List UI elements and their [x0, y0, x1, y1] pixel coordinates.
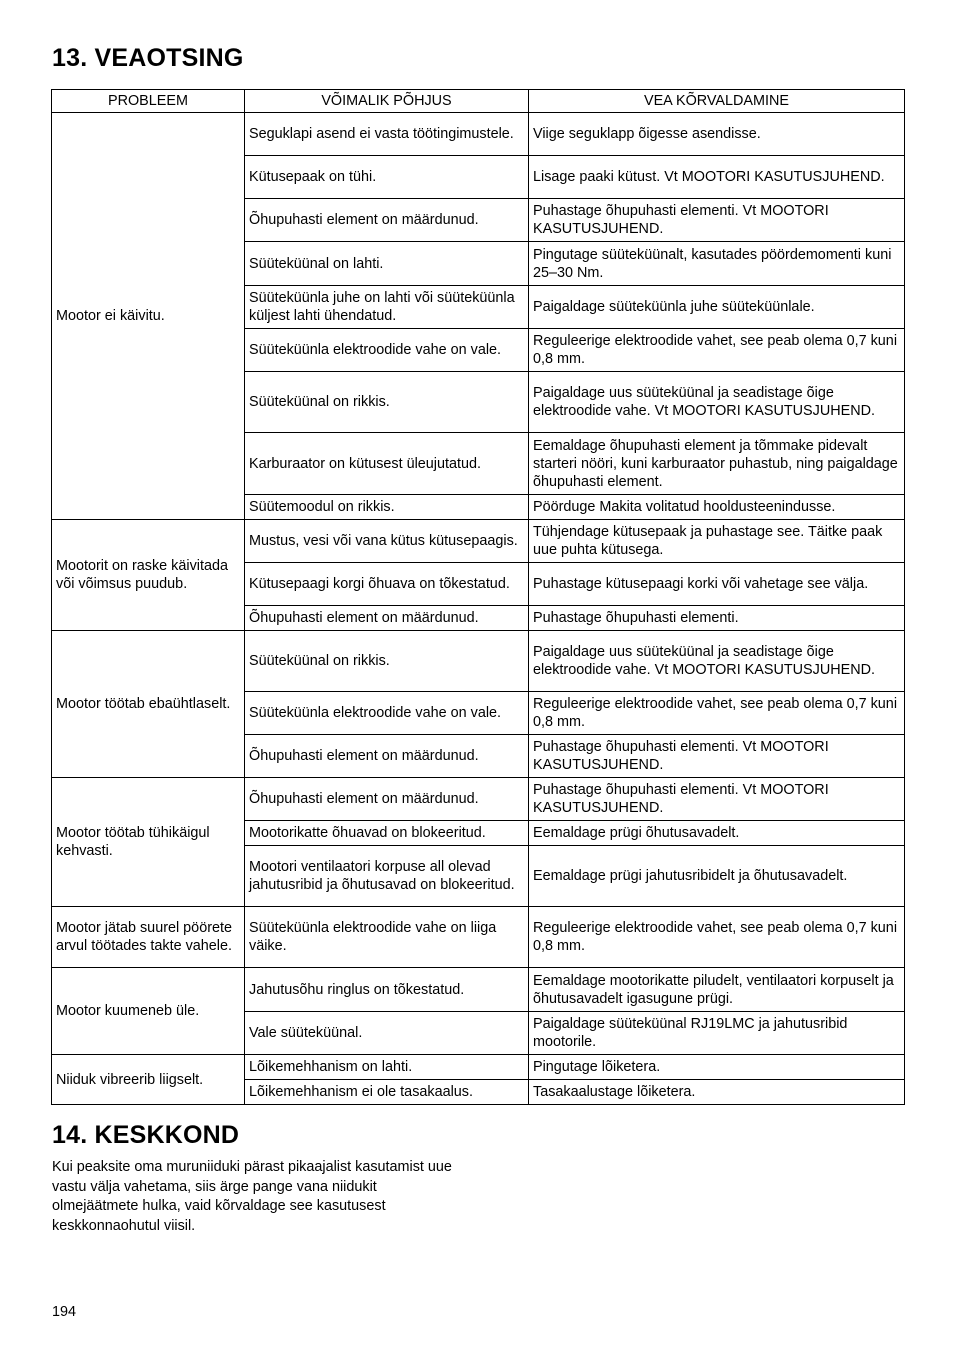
cause-cell: Süüteküünal on lahti.	[245, 242, 529, 286]
fix-cell: Eemaldage prügi õhutusavadelt.	[529, 821, 905, 846]
fix-cell: Puhastage õhupuhasti elementi. Vt MOOTORI KASUTUSJUHEND.	[529, 199, 905, 242]
cause-cell: Karburaator on kütusest üleujutatud.	[245, 433, 529, 495]
table-row	[52, 968, 905, 1012]
fix-cell: Tühjendage kütusepaak ja puhastage see. Täitke paak uue puhta kütusega.	[529, 520, 905, 563]
section-14-title	[52, 1120, 239, 1150]
section-13-title	[52, 43, 244, 73]
cause-cell: Õhupuhasti element on määrdunud.	[245, 778, 529, 821]
troubleshooting-table-body	[52, 113, 905, 1105]
problem-cell: Mootor kuumeneb üle.	[52, 968, 245, 1055]
cause-cell: Vale süüteküünal.	[245, 1012, 529, 1055]
page-number: 194	[52, 1304, 77, 1320]
header-problem: PROBLEEM	[52, 90, 245, 113]
cause-cell: Kütusepaak on tühi.	[245, 156, 529, 199]
cause-cell: Seguklapi asend ei vasta töötingimustele.	[245, 113, 529, 156]
fix-cell: Paigaldage uus süüteküünal ja seadistage õige elektroodide vahe. Vt MOOTORI KASUTUSJUHEND.	[529, 372, 905, 433]
fix-cell: Reguleerige elektroodide vahet, see peab olema 0,7 kuni 0,8 mm.	[529, 907, 905, 968]
problem-cell: Mootorit on raske käivitada või võimsus puudub.	[52, 520, 245, 631]
cause-cell: Lõikemehhanism ei ole tasakaalus.	[245, 1080, 529, 1105]
problem-cell: Niiduk vibreerib liigselt.	[52, 1055, 245, 1105]
fix-cell: Puhastage õhupuhasti elementi. Vt MOOTORI KASUTUSJUHEND.	[529, 735, 905, 778]
fix-cell: Reguleerige elektroodide vahet, see peab olema 0,7 kuni 0,8 mm.	[529, 329, 905, 372]
table-row	[52, 631, 905, 692]
fix-cell: Eemaldage prügi jahutusribidelt ja õhutusavadelt.	[529, 846, 905, 907]
cause-cell: Süüteküünla juhe on lahti või süüteküünla küljest lahti ühendatud.	[245, 286, 529, 329]
section-14-heading: KESKKOND	[94, 1121, 240, 1149]
section-14-number: 14.	[52, 1121, 88, 1149]
cause-cell: Lõikemehhanism on lahti.	[245, 1055, 529, 1080]
fix-cell: Puhastage õhupuhasti elementi.	[529, 606, 905, 631]
section-13-number: 13.	[52, 44, 88, 72]
cause-cell: Süüteküünal on rikkis.	[245, 372, 529, 433]
cause-cell: Süüteküünal on rikkis.	[245, 631, 529, 692]
fix-cell: Puhastage kütusepaagi korki või vahetage see välja.	[529, 563, 905, 606]
fix-cell: Lisage paaki kütust. Vt MOOTORI KASUTUSJUHEND.	[529, 156, 905, 199]
cause-cell: Mootori ventilaatori korpuse all olevad jahutusribid ja õhutusavad on blokeeritud.	[245, 846, 529, 907]
cause-cell: Õhupuhasti element on määrdunud.	[245, 606, 529, 631]
environment-paragraph: Kui peaksite oma muruniiduki pärast pikaajalist kasutamist uue vastu välja vahetama, siis ärge pange vana niidukit olmejäätmete hulka, vaid kõrvaldage see kasutusest keskkonnaohutul viisil.	[52, 1159, 452, 1234]
fix-cell: Eemaldage mootorikatte piludelt, ventilaatori korpuselt ja õhutusavadelt igasugune prügi.	[529, 968, 905, 1012]
cause-cell: Süüteküünla elektroodide vahe on vale.	[245, 329, 529, 372]
header-fix: VEA KÕRVALDAMINE	[529, 90, 905, 113]
table-row	[52, 113, 905, 156]
section-13-heading: VEAOTSING	[94, 44, 244, 72]
cause-cell: Kütusepaagi korgi õhuava on tõkestatud.	[245, 563, 529, 606]
table-row	[52, 520, 905, 563]
fix-cell: Paigaldage süüteküünal RJ19LMC ja jahutusribid mootorile.	[529, 1012, 905, 1055]
fix-cell: Pingutage süüteküünalt, kasutades pöördemomenti kuni 25–30 Nm.	[529, 242, 905, 286]
problem-cell: Mootor jätab suurel pöörete arvul töötades takte vahele.	[52, 907, 245, 968]
table-header-row	[52, 90, 905, 113]
fix-cell: Pöörduge Makita volitatud hooldusteenindusse.	[529, 495, 905, 520]
cause-cell: Süütemoodul on rikkis.	[245, 495, 529, 520]
table-row	[52, 778, 905, 821]
fix-cell: Eemaldage õhupuhasti element ja tõmmake pidevalt starteri nööri, kuni karburaator puhastub, ning paigaldage õhupuhasti element.	[529, 433, 905, 495]
cause-cell: Mootorikatte õhuavad on blokeeritud.	[245, 821, 529, 846]
table-row	[52, 1055, 905, 1080]
troubleshooting-table	[51, 89, 905, 1105]
fix-cell: Pingutage lõiketera.	[529, 1055, 905, 1080]
fix-cell: Puhastage õhupuhasti elementi. Vt MOOTORI KASUTUSJUHEND.	[529, 778, 905, 821]
cause-cell: Õhupuhasti element on määrdunud.	[245, 735, 529, 778]
fix-cell: Paigaldage süüteküünla juhe süüteküünlale.	[529, 286, 905, 329]
cause-cell: Süüteküünla elektroodide vahe on vale.	[245, 692, 529, 735]
cause-cell: Jahutusõhu ringlus on tõkestatud.	[245, 968, 529, 1012]
fix-cell: Paigaldage uus süüteküünal ja seadistage õige elektroodide vahe. Vt MOOTORI KASUTUSJUHEND.	[529, 631, 905, 692]
header-cause: VÕIMALIK PÕHJUS	[245, 90, 529, 113]
cause-cell: Mustus, vesi või vana kütus kütusepaagis.	[245, 520, 529, 563]
fix-cell: Viige seguklapp õigesse asendisse.	[529, 113, 905, 156]
problem-cell: Mootor töötab tühikäigul kehvasti.	[52, 778, 245, 907]
cause-cell: Õhupuhasti element on määrdunud.	[245, 199, 529, 242]
table-row	[52, 907, 905, 968]
problem-cell: Mootor töötab ebaühtlaselt.	[52, 631, 245, 778]
problem-cell: Mootor ei käivitu.	[52, 113, 245, 520]
fix-cell: Reguleerige elektroodide vahet, see peab olema 0,7 kuni 0,8 mm.	[529, 692, 905, 735]
fix-cell: Tasakaalustage lõiketera.	[529, 1080, 905, 1105]
cause-cell: Süüteküünla elektroodide vahe on liiga väike.	[245, 907, 529, 968]
